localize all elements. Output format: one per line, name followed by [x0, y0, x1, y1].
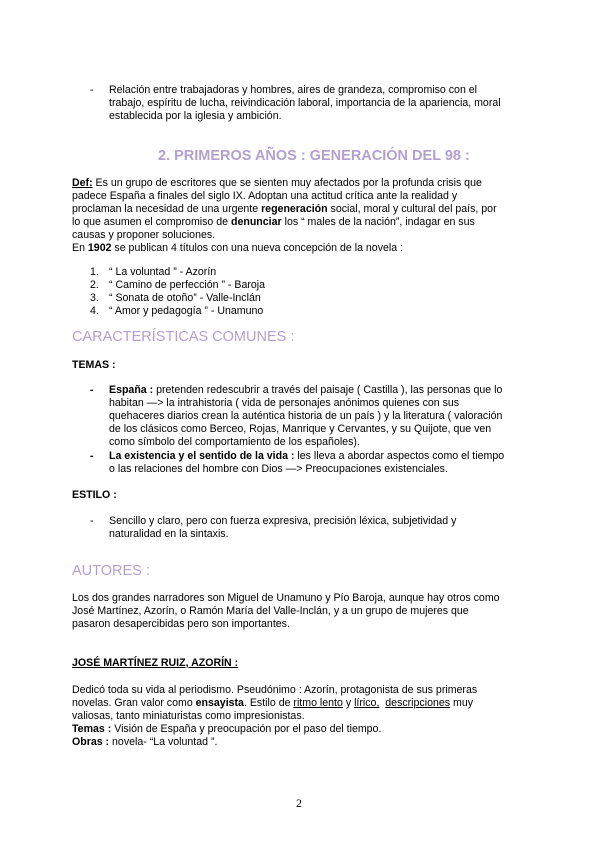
definition-text-6c: se publican 4 títulos con una nueva concepción de la novela : [111, 242, 404, 254]
estilo-heading: ESTILO : [72, 489, 117, 501]
azorin-text-2c: . Estilo de [243, 697, 294, 709]
list-item [90, 279, 265, 292]
estilo-text-2: naturalidad en la sintaxis. [109, 528, 229, 540]
tema-espana-label: España : [109, 384, 154, 396]
azorin-text-2i: muy [450, 697, 474, 709]
definition-text-3c: social, moral y cultural del país, por [327, 203, 497, 215]
azorin-heading: JOSÉ MARTÍNEZ RUIZ, AZORÍN : [72, 657, 239, 669]
list-text: “ Amor y pedagogía ” - Unamuno [109, 305, 264, 317]
autores-text-1: Los dos grandes narradores son Miguel de Unamuno y Pío Baroja, aunque hay otros como [72, 592, 500, 604]
list-text: “ Sonata de otoño” - Valle-Inclán [109, 292, 261, 304]
definition-text-2: padece España a finales del siglo IX. Adoptan una actitud crítica ante la realidad y [72, 190, 458, 202]
list-item [90, 305, 265, 318]
list-number: 2. [90, 279, 99, 291]
ritmo-lento-term: ritmo lento [293, 697, 343, 709]
tema-existencia-text-2: o las relaciones del hombre con Dios —> Preocupaciones existenciales. [109, 463, 448, 475]
azorin-obras-text: novela- “La voluntad ”. [109, 736, 218, 748]
tema-espana-text-3: quehaceres diarios crean la auténtica historia de un país ) y la literatura ( valoración [109, 410, 503, 422]
tema-espana-text-1: pretenden redescubrir a través del paisaje ( Castilla ), las personas que lo [153, 384, 503, 396]
azorin-temas-label: Temas : [72, 723, 112, 735]
list-number: 1. [90, 266, 99, 278]
list-item [90, 266, 265, 279]
azorin-obras-label: Obras : [72, 736, 110, 748]
definition-text-4a: lo que asumen el compromiso de [72, 216, 231, 228]
tema-espana-text-5: como símbolo del comportamiento de los españoles). [109, 436, 360, 448]
descripciones-term: descripciones [385, 697, 451, 709]
autores-paragraph [72, 592, 500, 631]
definition-text-3a: proclaman la necesidad de una urgente [72, 203, 262, 215]
tema-espana-text-4: de los clásicos como Berceo, Rojas, Manrique y Cervantes, y su Quijote, que ven [109, 423, 492, 435]
azorin-temas-text: Visión de España y preocupación por el paso del tiempo. [111, 723, 382, 735]
list-text: “ Camino de perfección ” - Baroja [109, 279, 266, 291]
estilo-text-1: Sencillo y claro, pero con fuerza expresiva, precisión léxica, subjetividad y [109, 515, 457, 527]
list-number: 3. [90, 292, 99, 304]
azorin-paragraph [72, 684, 477, 749]
section-heading-generacion-98: 2. PRIMEROS AÑOS : GENERACIÓN DEL 98 : [158, 148, 470, 164]
intro-line-2: trabajo, espíritu de lucha, reivindicación laboral, importancia de la apariencia, moral [109, 97, 501, 109]
azorin-text-3: valiosas, tanto miniaturistas como impresionistas. [72, 710, 305, 722]
section-heading-caracteristicas: CARACTERÍSTICAS COMUNES : [72, 329, 295, 345]
novels-list [90, 266, 265, 318]
denunciar-term: denunciar [231, 216, 282, 228]
bullet-dash: - [90, 515, 94, 527]
definition-text-6a: En [72, 242, 88, 254]
tema-espana-text-2: habitan —> la intrahistoria ( vida de personajes anónimos quienes con sus [109, 397, 460, 409]
definition-paragraph [72, 177, 532, 255]
intro-line-1: Relación entre trabajadoras y hombres, aires de grandeza, compromiso con el [109, 84, 478, 96]
regeneracion-term: regeneración [261, 203, 328, 215]
definition-label: Def: [72, 177, 93, 189]
azorin-text-2a: novelas. Gran valor como [72, 697, 196, 709]
temas-heading: TEMAS : [72, 359, 116, 371]
definition-text-1: Es un grupo de escritores que se sienten muy afectados por la profunda crisis que [92, 177, 482, 189]
list-text: “ La voluntad ” - Azorín [109, 266, 217, 278]
autores-text-2: José Martínez, Azorín, o Ramón María del Valle-Inclán, y a un grupo de mujeres que [72, 605, 469, 617]
definition-text-4c: los “ males de la nación”, indagar en sus [281, 216, 475, 228]
azorin-text-1: Dedicó toda su vida al periodismo. Pseudónimo : Azorín, protagonista de sus primeras [72, 684, 478, 696]
section-heading-autores: AUTORES : [72, 563, 150, 579]
tema-existencia-label: La existencia y el sentido de la vida : [109, 450, 295, 462]
ensayista-term: ensayista [195, 697, 244, 709]
azorin-text-2e: y [342, 697, 355, 709]
page-number: 2 [296, 796, 302, 810]
tema-existencia-text-1: les lleva a abordar aspectos como el tiempo [294, 450, 505, 462]
intro-line-3: establecida por la iglesia y ambición. [109, 110, 282, 122]
bullet-dash: - [90, 384, 94, 396]
lirico-term: lírico, [354, 697, 380, 709]
autores-text-3: pasaron desapercibidas pero son importantes. [72, 618, 290, 630]
bullet-dash: - [90, 450, 94, 462]
list-item [90, 292, 265, 305]
definition-text-5: causas y proponer soluciones. [72, 229, 216, 241]
list-number: 4. [90, 305, 99, 317]
bullet-dash: - [90, 84, 94, 96]
year-1902: 1902 [87, 242, 112, 254]
